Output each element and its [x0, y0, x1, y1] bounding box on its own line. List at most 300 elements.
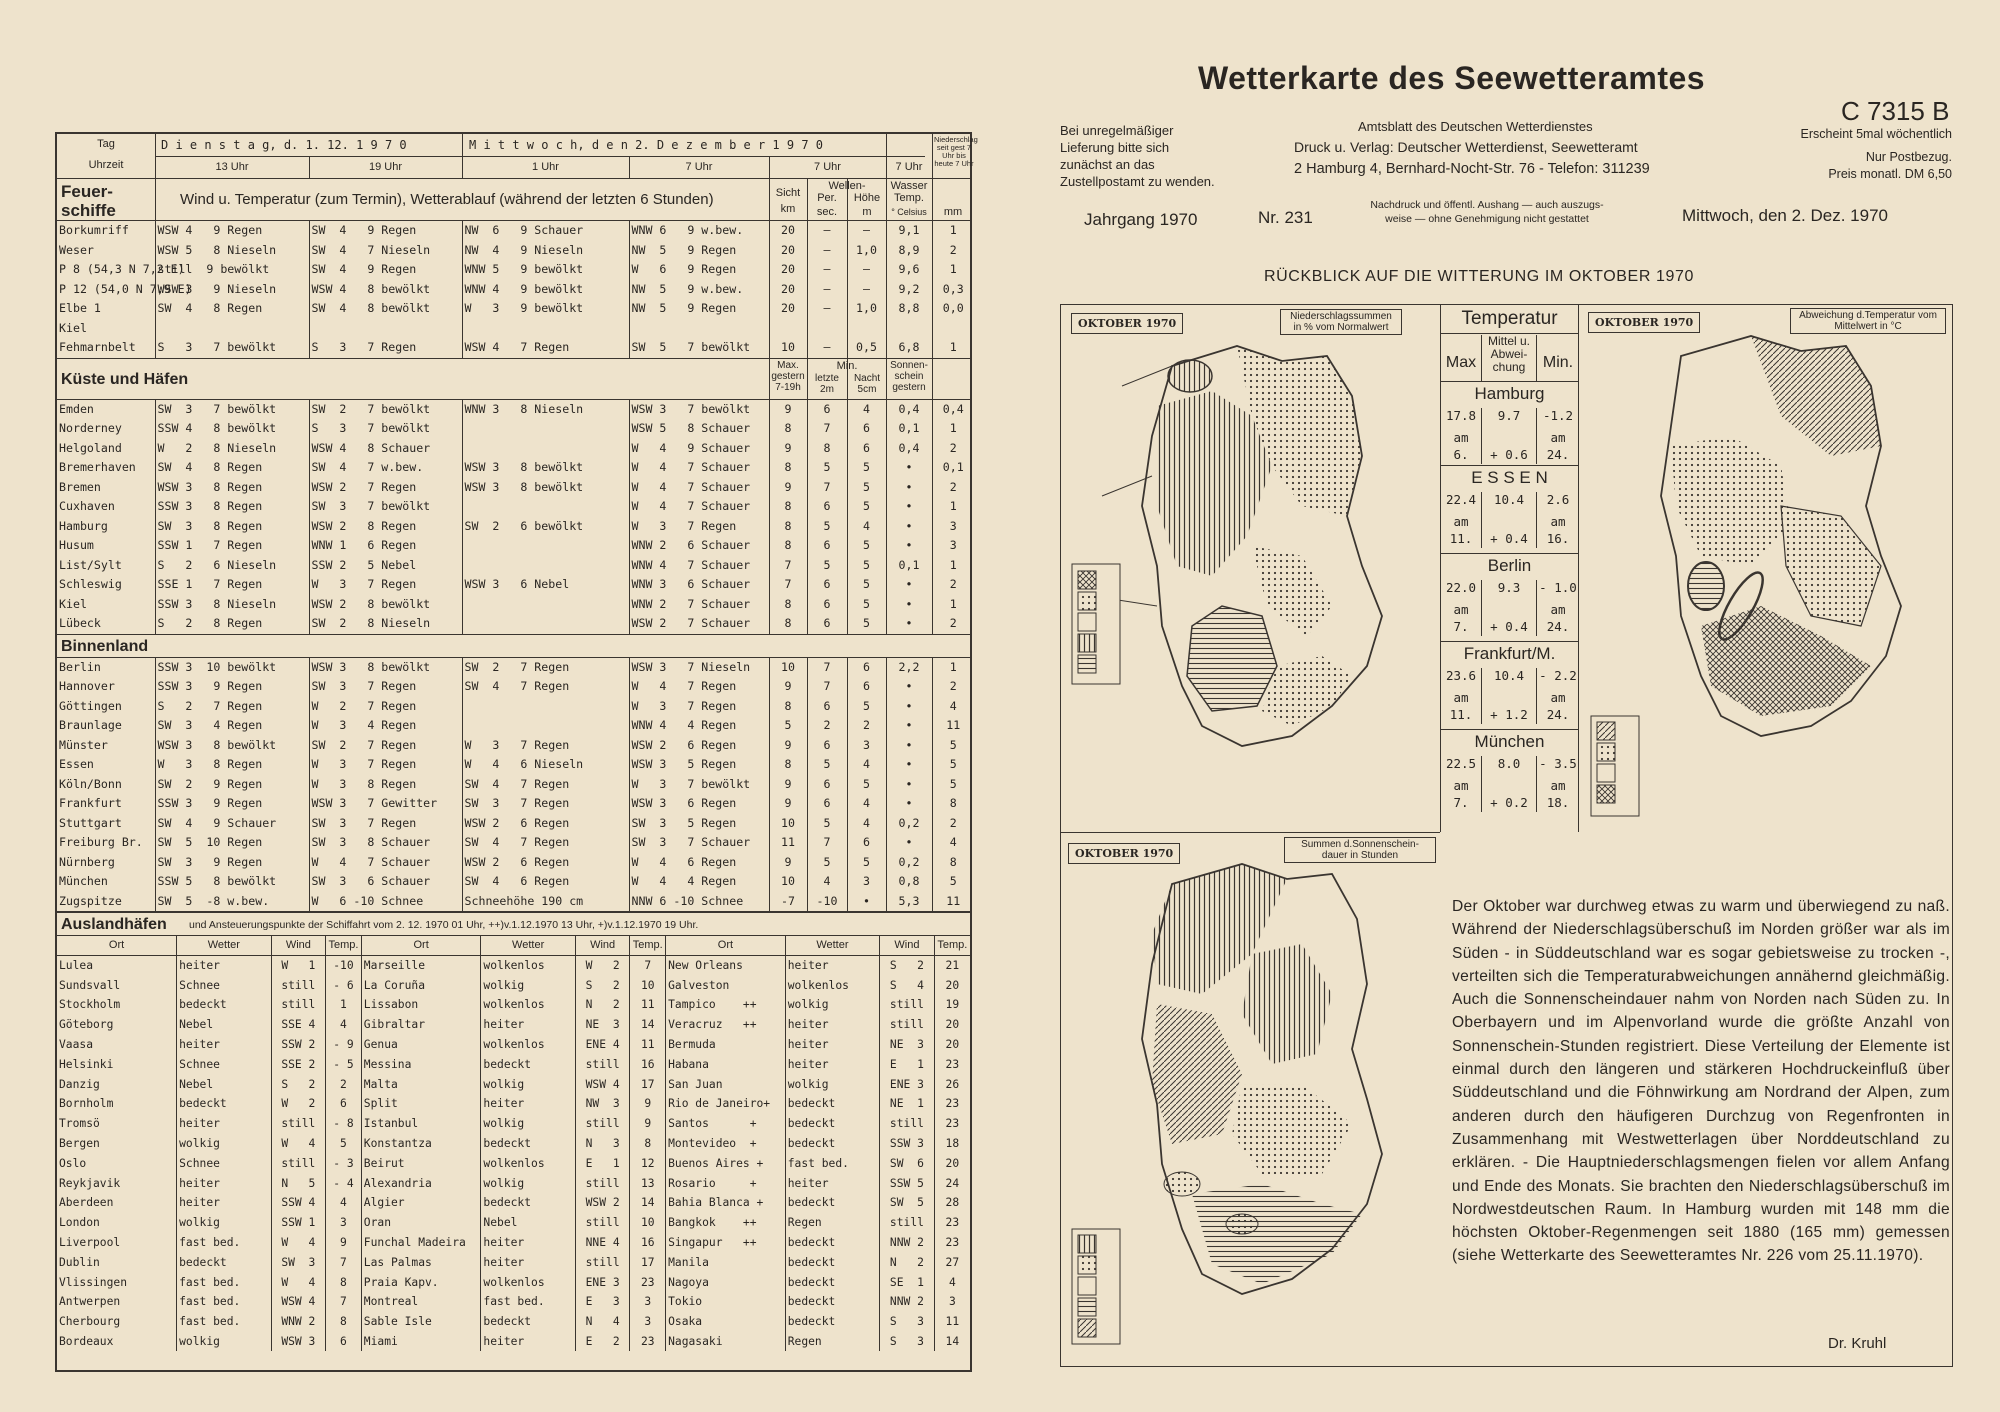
table-cell: –: [847, 280, 886, 300]
table-cell: wolkig: [177, 1134, 271, 1154]
table-cell: W 4: [271, 1233, 326, 1253]
station-name: Stuttgart: [59, 815, 122, 830]
harbor-name: Las Palmas: [361, 1252, 481, 1272]
table-cell: - 4: [326, 1173, 362, 1193]
table-row: [57, 419, 974, 439]
station-name: Berlin: [59, 659, 101, 674]
station-name: Essen: [59, 757, 94, 772]
table-cell: 20: [769, 241, 807, 261]
table-cell: SW 4 9 Regen: [309, 260, 462, 280]
table-cell: 20: [934, 975, 970, 995]
table-cell: W 3 8 Regen: [155, 755, 309, 775]
table-row: [57, 1134, 970, 1154]
harbor-name: Manila: [666, 1252, 786, 1272]
station-name: Schleswig: [59, 577, 122, 592]
table-cell: SW 3 7 Regen: [462, 794, 629, 814]
table-cell: WNW 6 9 w.bew.: [629, 221, 769, 241]
table-row: [57, 497, 974, 517]
city-deviation: + 0.4: [1490, 531, 1528, 546]
table-cell: WSW 2 6 Regen: [462, 814, 629, 834]
table-cell: 8: [326, 1272, 362, 1292]
table-cell: 9: [769, 736, 807, 756]
table-cell: 7: [326, 1252, 362, 1272]
kueste-header: [57, 358, 970, 400]
table-cell: WSW 3 8 bewölkt: [462, 458, 629, 478]
table-cell: WSW 2 8 Regen: [309, 517, 462, 537]
table-cell: 10: [769, 814, 807, 834]
city-max-day: 11.: [1449, 531, 1473, 546]
table-cell: 3: [932, 517, 974, 537]
table-row: [57, 1272, 970, 1292]
table-cell: 1,0: [847, 241, 886, 261]
table-cell: heiter: [481, 1332, 575, 1352]
city-block: [1441, 553, 1578, 641]
table-cell: WSW 3 6 Regen: [629, 794, 769, 814]
table-cell: WSW 3 8 bewölkt: [309, 658, 462, 678]
delivery-notice: Bei unregelmäßiger Lieferung bitte sich zunächst an das Zustellpostamt zu wenden.: [1060, 123, 1215, 189]
kueste-table: [57, 400, 974, 634]
table-cell: heiter: [785, 1054, 879, 1074]
table-cell: fast bed.: [177, 1272, 271, 1292]
table-row: [57, 439, 974, 459]
table-cell: 5: [932, 755, 974, 775]
issue-code: C 7315 B: [1841, 96, 1950, 126]
table-cell: 8: [630, 1134, 666, 1154]
station-name: Kiel: [59, 320, 87, 335]
table-cell: bedeckt: [785, 1312, 879, 1332]
table-cell: 5,3: [886, 892, 932, 912]
ausland-column-header: [57, 936, 970, 956]
ausland-subtitle: und Ansteuerungspunkte der Schiffahrt vom 2. 12. 1970 01 Uhr, ++)v.1.12.1970 13 Uhr, +)v.1.12.1970 19 Uhr.: [189, 919, 699, 931]
harbor-name: Buenos Aires +: [666, 1153, 786, 1173]
table-cell: [462, 497, 629, 517]
table-header-columns: [57, 179, 970, 221]
table-row: [57, 400, 974, 420]
temp-mean-label: Mittel u. Abwei- chung: [1481, 335, 1537, 381]
table-cell: E 1: [880, 1054, 935, 1074]
table-cell: W 6 -10 Schnee: [309, 892, 462, 912]
table-cell: WSW 3: [271, 1332, 326, 1352]
table-cell: SW 5 7 bewölkt: [629, 338, 769, 358]
column-header: Wetter: [785, 936, 879, 956]
table-cell: 5: [807, 458, 847, 478]
table-cell: WNW 1 6 Regen: [309, 536, 462, 556]
wind-temp-heading: Wind u. Temperatur (zum Termin), Wetterablauf (während der letzten 6 Stunden): [180, 191, 714, 208]
table-cell: 5: [807, 755, 847, 775]
table-cell: fast bed.: [177, 1312, 271, 1332]
temperature-title: Temperatur: [1461, 308, 1558, 329]
table-cell: SW 2 7 Regen: [309, 736, 462, 756]
table-cell: 23: [934, 1233, 970, 1253]
table-cell: WSW 2 8 bewölkt: [309, 595, 462, 615]
table-cell: WSW 2 7 Schauer: [629, 614, 769, 634]
table-cell: 1,0: [847, 299, 886, 319]
harbor-name: Genua: [361, 1035, 481, 1055]
table-cell: Regen: [785, 1332, 879, 1352]
table-cell: - 6: [326, 975, 362, 995]
table-cell: 7: [807, 833, 847, 853]
table-cell: N 2: [880, 1252, 935, 1272]
table-cell: 8,9: [886, 241, 932, 261]
table-cell: 5: [847, 575, 886, 595]
table-cell: 1: [932, 556, 974, 576]
city-max: 22.5: [1445, 756, 1477, 771]
table-row: [57, 872, 974, 892]
table-cell: heiter: [785, 1173, 879, 1193]
table-cell: SW 2 7 bewölkt: [309, 400, 462, 420]
harbor-name: Montreal: [361, 1292, 481, 1312]
table-cell: Schnee: [177, 975, 271, 995]
table-cell: SW 3 6 Schauer: [309, 872, 462, 892]
table-cell: still: [880, 1213, 935, 1233]
table-cell: 9: [769, 400, 807, 420]
table-cell: 10: [769, 338, 807, 358]
table-cell: SW 3 8 Schauer: [309, 833, 462, 853]
table-cell: WSW 5 8 Schauer: [629, 419, 769, 439]
table-cell: SW 4 7 w.bew.: [309, 458, 462, 478]
table-cell: 9: [769, 677, 807, 697]
table-cell: [769, 319, 807, 339]
table-cell: wolkig: [481, 1074, 575, 1094]
table-cell: 5: [807, 517, 847, 537]
table-cell: WSW 2 7 Regen: [309, 478, 462, 498]
table-cell: 2: [932, 575, 974, 595]
table-cell: bedeckt: [785, 1252, 879, 1272]
city-mean: 9.3: [1481, 580, 1537, 636]
table-row: [57, 1312, 970, 1332]
table-cell: 13: [630, 1173, 666, 1193]
table-cell: –: [807, 260, 847, 280]
table-cell: 4: [847, 814, 886, 834]
sonne-label: Sonnen- schein gestern: [890, 359, 928, 393]
city-min: -1.2: [1542, 408, 1574, 423]
table-cell: •: [886, 716, 932, 736]
table-cell: 0,8: [886, 872, 932, 892]
station-name: Fehmarnbelt: [59, 340, 136, 355]
table-cell: WNW 2: [271, 1312, 326, 1332]
column-header: Temp.: [326, 936, 362, 956]
table-cell: 10: [630, 1213, 666, 1233]
table-row: [57, 1193, 970, 1213]
table-cell: 0,2: [886, 853, 932, 873]
city-am: am: [1550, 602, 1566, 617]
harbor-name: Bergen: [59, 1137, 100, 1151]
station-name: P 8 (54,3 N 7,2 E): [59, 262, 185, 277]
table-cell: 2: [932, 677, 974, 697]
table-cell: [807, 319, 847, 339]
city-deviation: + 0.4: [1490, 619, 1528, 634]
city-min-day: 16.: [1546, 531, 1570, 546]
table-cell: 9: [630, 1114, 666, 1134]
harbor-name: Liverpool: [59, 1236, 121, 1250]
sec-label: sec.: [816, 206, 838, 218]
table-cell: 4: [326, 1015, 362, 1035]
table-cell: WNW 2 6 Schauer: [629, 536, 769, 556]
time-7a: 7 Uhr: [685, 161, 713, 173]
day1-label: D i e n s t a g, d. 1. 12. 1 9 7 0: [161, 138, 407, 152]
table-cell: [932, 319, 974, 339]
city-am: am: [1453, 430, 1469, 445]
table-cell: S 3: [880, 1332, 935, 1352]
table-cell: 5: [847, 853, 886, 873]
city-max: 23.6: [1445, 668, 1477, 683]
table-cell: •: [886, 478, 932, 498]
harbor-name: Vaasa: [59, 1038, 94, 1052]
table-cell: 1: [932, 497, 974, 517]
table-cell: 17: [630, 1074, 666, 1094]
harbor-name: Galveston: [666, 975, 786, 995]
table-cell: 9: [769, 478, 807, 498]
table-cell: 27: [934, 1252, 970, 1272]
table-cell: -7: [769, 892, 807, 912]
table-cell: heiter: [785, 956, 879, 976]
station-name: Freiburg Br.: [59, 835, 143, 850]
table-cell: 6: [326, 1332, 362, 1352]
table-cell: SW 3 7 bewölkt: [155, 400, 309, 420]
harbor-name: Gibraltar: [361, 1015, 481, 1035]
city-mean: 10.4: [1481, 492, 1537, 548]
table-cell: SE 1: [880, 1272, 935, 1292]
harbor-name: Malta: [361, 1074, 481, 1094]
table-cell: •: [886, 794, 932, 814]
celsius-label: ° Celsius: [891, 207, 927, 217]
min-label: Min.: [836, 359, 858, 372]
table-row: [57, 1332, 970, 1352]
ausland-title: Auslandhäfen: [61, 916, 167, 933]
station-name: Helgoland: [59, 440, 122, 455]
table-cell: 5: [807, 814, 847, 834]
harbor-name: Funchal Madeira: [361, 1233, 481, 1253]
table-cell: fast bed.: [177, 1233, 271, 1253]
table-cell: 6: [847, 439, 886, 459]
column-header: Wind: [271, 936, 326, 956]
table-cell: Regen: [785, 1213, 879, 1233]
issue-number: Nr. 231: [1258, 208, 1313, 227]
city-mean: 8.0: [1481, 756, 1537, 812]
city-max: 17.8: [1445, 408, 1477, 423]
table-cell: WNW 4 9 bewölkt: [462, 280, 629, 300]
table-cell: SSW 3 8 Nieseln: [155, 595, 309, 615]
table-cell: 20: [769, 260, 807, 280]
table-row: [57, 556, 974, 576]
table-cell: 14: [630, 1015, 666, 1035]
station-name: Bremerhaven: [59, 460, 136, 475]
table-cell: 2: [847, 716, 886, 736]
table-cell: still: [880, 1015, 935, 1035]
city-block: [1441, 641, 1578, 729]
table-cell: 2: [326, 1074, 362, 1094]
table-cell: wolkig: [177, 1213, 271, 1233]
table-cell: 8,8: [886, 299, 932, 319]
table-cell: 9: [630, 1094, 666, 1114]
table-row: [57, 614, 974, 634]
table-cell: SSW 3 8 Regen: [155, 497, 309, 517]
city-name: Berlin: [1487, 556, 1532, 575]
table-cell: 6: [807, 400, 847, 420]
city-deviation: + 0.6: [1490, 447, 1528, 462]
city-max-day: 7.: [1453, 795, 1469, 810]
table-cell: –: [807, 221, 847, 241]
table-row: [57, 755, 974, 775]
time-13: 13 Uhr: [215, 161, 249, 173]
table-cell: still: [271, 1153, 326, 1173]
table-cell: SW 3 7 Regen: [309, 677, 462, 697]
table-cell: 8: [769, 614, 807, 634]
table-cell: 11: [630, 995, 666, 1015]
table-cell: W 2: [271, 1094, 326, 1114]
table-cell: SW 2 8 Nieseln: [309, 614, 462, 634]
table-row: [57, 833, 974, 853]
table-cell: wolkig: [785, 1074, 879, 1094]
table-cell: 9,6: [886, 260, 932, 280]
niederschlag-label: Niederschlag seit gest 7 Uhr bis heute 7 Uhr: [934, 135, 978, 168]
table-cell: [629, 319, 769, 339]
table-cell: 2: [932, 439, 974, 459]
table-cell: WNW 5 9 bewölkt: [462, 260, 629, 280]
table-cell: heiter: [481, 1015, 575, 1035]
table-cell: Nebel: [177, 1074, 271, 1094]
table-cell: NW 6 9 Schauer: [462, 221, 629, 241]
station-name: Elbe 1: [59, 301, 101, 316]
table-cell: wolkenlos: [481, 1035, 575, 1055]
harbor-name: Marseille: [361, 956, 481, 976]
table-cell: wolkenlos: [785, 975, 879, 995]
table-cell: 7: [807, 658, 847, 678]
city-name: Frankfurt/M.: [1463, 644, 1556, 663]
table-cell: bedeckt: [785, 1094, 879, 1114]
uhrzeit-label: Uhrzeit: [88, 159, 124, 171]
table-cell: 9: [326, 1233, 362, 1253]
table-cell: - 5: [326, 1054, 362, 1074]
table-cell: SSW 4 8 bewölkt: [155, 419, 309, 439]
harbor-name: Montevideo +: [666, 1134, 786, 1154]
table-cell: 7: [630, 956, 666, 976]
table-cell: bedeckt: [785, 1134, 879, 1154]
table-cell: 4: [326, 1193, 362, 1213]
table-cell: 6: [807, 497, 847, 517]
table-cell: WSW 4: [271, 1292, 326, 1312]
table-cell: WSW 3 7 Gewitter: [309, 794, 462, 814]
table-cell: S 4: [880, 975, 935, 995]
table-row: [57, 995, 970, 1015]
harbor-name: Rosario +: [666, 1173, 786, 1193]
table-cell: SSW 5: [880, 1173, 935, 1193]
table-cell: wolkig: [177, 1332, 271, 1352]
table-cell: still: [271, 975, 326, 995]
table-cell: WSW 3 8 Regen: [155, 478, 309, 498]
city-max-day: 7.: [1453, 619, 1469, 634]
table-header-time: [57, 134, 978, 179]
harbor-name: Cherbourg: [59, 1315, 121, 1329]
table-cell: 5: [847, 775, 886, 795]
table-cell: wolkig: [481, 1173, 575, 1193]
table-cell: –: [807, 241, 847, 261]
table-cell: W 2 8 Nieseln: [155, 439, 309, 459]
table-cell: •: [886, 755, 932, 775]
table-row: [57, 1173, 970, 1193]
weather-table: [55, 132, 978, 1372]
station-name: Hamburg: [59, 518, 108, 533]
harbor-name: Veracruz ++: [666, 1015, 786, 1035]
harbor-name: Bangkok ++: [666, 1213, 786, 1233]
station-name: P 12 (54,0 N 7,9 E): [59, 281, 192, 296]
table-cell: bedeckt: [785, 1114, 879, 1134]
harbor-name: Beirut: [361, 1153, 481, 1173]
table-cell: W 4 7 Schauer: [629, 458, 769, 478]
table-cell: wolkenlos: [481, 1153, 575, 1173]
table-cell: •: [847, 892, 886, 912]
city-am: am: [1550, 778, 1566, 793]
table-cell: SW 3 7 Regen: [309, 814, 462, 834]
table-cell: •: [886, 517, 932, 537]
table-cell: Schnee: [177, 1153, 271, 1173]
time-7b: 7 Uhr: [814, 161, 841, 173]
harbor-name: Lulea: [59, 959, 94, 973]
map1-label: OKTOBER 1970: [1071, 313, 1183, 334]
table-cell: 8: [932, 794, 974, 814]
table-cell: 14: [934, 1332, 970, 1352]
jahrgang: Jahrgang 1970: [1084, 210, 1198, 229]
table-cell: 10: [769, 658, 807, 678]
table-cell: 7: [807, 677, 847, 697]
hoehe-label: Höhe: [853, 192, 881, 204]
table-cell: SW 4 7 Regen: [462, 833, 629, 853]
table-cell: SW 5: [880, 1193, 935, 1213]
table-cell: 1: [932, 221, 974, 241]
table-cell: 0,4: [886, 439, 932, 459]
table-cell: SSE 2: [271, 1054, 326, 1074]
table-row: [57, 956, 970, 976]
table-cell: [462, 419, 629, 439]
table-cell: heiter: [177, 1114, 271, 1134]
map2-label: OKTOBER 1970: [1588, 312, 1700, 333]
harbor-name: Oslo: [59, 1156, 87, 1170]
table-cell: 11: [769, 833, 807, 853]
table-cell: SW 3 7 bewölkt: [309, 497, 462, 517]
table-cell: [155, 319, 309, 339]
table-cell: [309, 319, 462, 339]
table-cell: heiter: [177, 956, 271, 976]
table-cell: 2,2: [886, 658, 932, 678]
harbor-name: Stockholm: [59, 998, 121, 1012]
table-cell: 0,0: [932, 299, 974, 319]
table-cell: 6,8: [886, 338, 932, 358]
table-cell: 7: [807, 478, 847, 498]
table-cell: heiter: [481, 1094, 575, 1114]
table-cell: •: [886, 775, 932, 795]
harbor-name: Istanbul: [361, 1114, 481, 1134]
station-name: List/Sylt: [59, 557, 122, 572]
table-row: [57, 299, 974, 319]
table-cell: 4: [807, 872, 847, 892]
table-cell: [886, 319, 932, 339]
table-cell: 23: [934, 1094, 970, 1114]
table-cell: 20: [769, 221, 807, 241]
km-label: km: [780, 203, 796, 215]
table-cell: SW 4 7 Nieseln: [309, 241, 462, 261]
table-cell: 2: [932, 478, 974, 498]
table-cell: wolkig: [481, 1114, 575, 1134]
table-cell: 6: [847, 419, 886, 439]
table-cell: –: [847, 221, 886, 241]
harbor-name: Helsinki: [59, 1057, 114, 1071]
table-cell: 5: [847, 556, 886, 576]
harbor-name: Antwerpen: [59, 1295, 121, 1309]
harbor-name: Rio de Janeiro+: [666, 1094, 786, 1114]
city-block: [1441, 729, 1578, 817]
table-row: [57, 1233, 970, 1253]
table-cell: •: [886, 595, 932, 615]
